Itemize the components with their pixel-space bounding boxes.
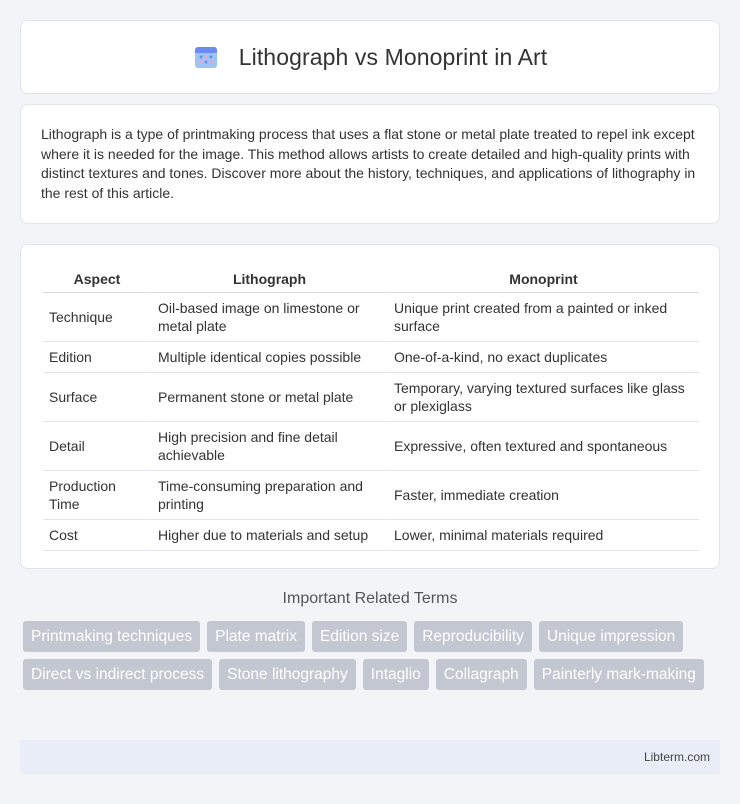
comparison-card xyxy=(20,244,720,569)
cell-lithograph: Multiple identical copies possible xyxy=(151,342,387,373)
table-row xyxy=(43,422,699,471)
page-title: Lithograph vs Monoprint in Art xyxy=(238,43,548,70)
cell-monoprint: Temporary, varying textured surfaces like glass or plexiglass xyxy=(387,373,699,422)
related-term-tag[interactable]: Painterly mark-making xyxy=(534,659,704,690)
cell-lithograph: High precision and fine detail achievable xyxy=(151,422,387,471)
related-term-tag[interactable]: Stone lithography xyxy=(219,659,356,690)
cell-monoprint: One-of-a-kind, no exact duplicates xyxy=(387,342,699,373)
table-row xyxy=(43,342,699,373)
cell-monoprint: Expressive, often textured and spontaneous xyxy=(387,422,699,471)
cell-aspect: Surface xyxy=(43,373,151,422)
related-terms-heading: Important Related Terms xyxy=(282,590,458,607)
table-icon xyxy=(193,44,219,70)
table-row xyxy=(43,471,699,520)
intro-card xyxy=(20,104,720,224)
related-term-tag[interactable]: Unique impression xyxy=(539,621,683,652)
related-term-tag[interactable]: Edition size xyxy=(312,621,407,652)
comparison-table xyxy=(43,265,699,551)
related-term-tag[interactable]: Printmaking techniques xyxy=(23,621,200,652)
related-term-tag[interactable]: Direct vs indirect process xyxy=(23,659,212,690)
related-term-tag[interactable]: Collagraph xyxy=(436,659,527,690)
cell-lithograph: Oil-based image on limestone or metal plate xyxy=(151,293,387,342)
related-term-tag[interactable]: Reproducibility xyxy=(414,621,532,652)
cell-monoprint: Faster, immediate creation xyxy=(387,471,699,520)
table-row xyxy=(43,373,699,422)
header-aspect: Aspect xyxy=(43,265,151,293)
cell-lithograph: Permanent stone or metal plate xyxy=(151,373,387,422)
cell-monoprint: Lower, minimal materials required xyxy=(387,520,699,551)
related-terms-list xyxy=(23,621,723,690)
cell-aspect: Detail xyxy=(43,422,151,471)
intro-paragraph: Lithograph is a type of printmaking process that uses a flat stone or metal plate treated to repel ink except where it is needed for the image. This method allows artists to create detailed and high-quality prints with distinct textures and tones. Discover more about the history, techniques, and applications of lithography in the rest of this article. xyxy=(41,126,696,201)
table-row xyxy=(43,293,699,342)
cell-aspect: Production Time xyxy=(43,471,151,520)
cell-lithograph: Higher due to materials and setup xyxy=(151,520,387,551)
header-monoprint: Monoprint xyxy=(387,265,699,293)
table-row xyxy=(43,520,699,551)
footer-site-link[interactable]: Libterm.com xyxy=(643,750,710,764)
cell-aspect: Technique xyxy=(43,293,151,342)
cell-aspect: Cost xyxy=(43,520,151,551)
related-term-tag[interactable]: Plate matrix xyxy=(207,621,305,652)
cell-monoprint: Unique print created from a painted or inked surface xyxy=(387,293,699,342)
header-lithograph: Lithograph xyxy=(151,265,387,293)
table-header-row xyxy=(43,265,699,293)
related-term-tag[interactable]: Intaglio xyxy=(363,659,429,690)
footer xyxy=(20,740,720,774)
cell-aspect: Edition xyxy=(43,342,151,373)
header-card xyxy=(20,20,720,94)
cell-lithograph: Time-consuming preparation and printing xyxy=(151,471,387,520)
